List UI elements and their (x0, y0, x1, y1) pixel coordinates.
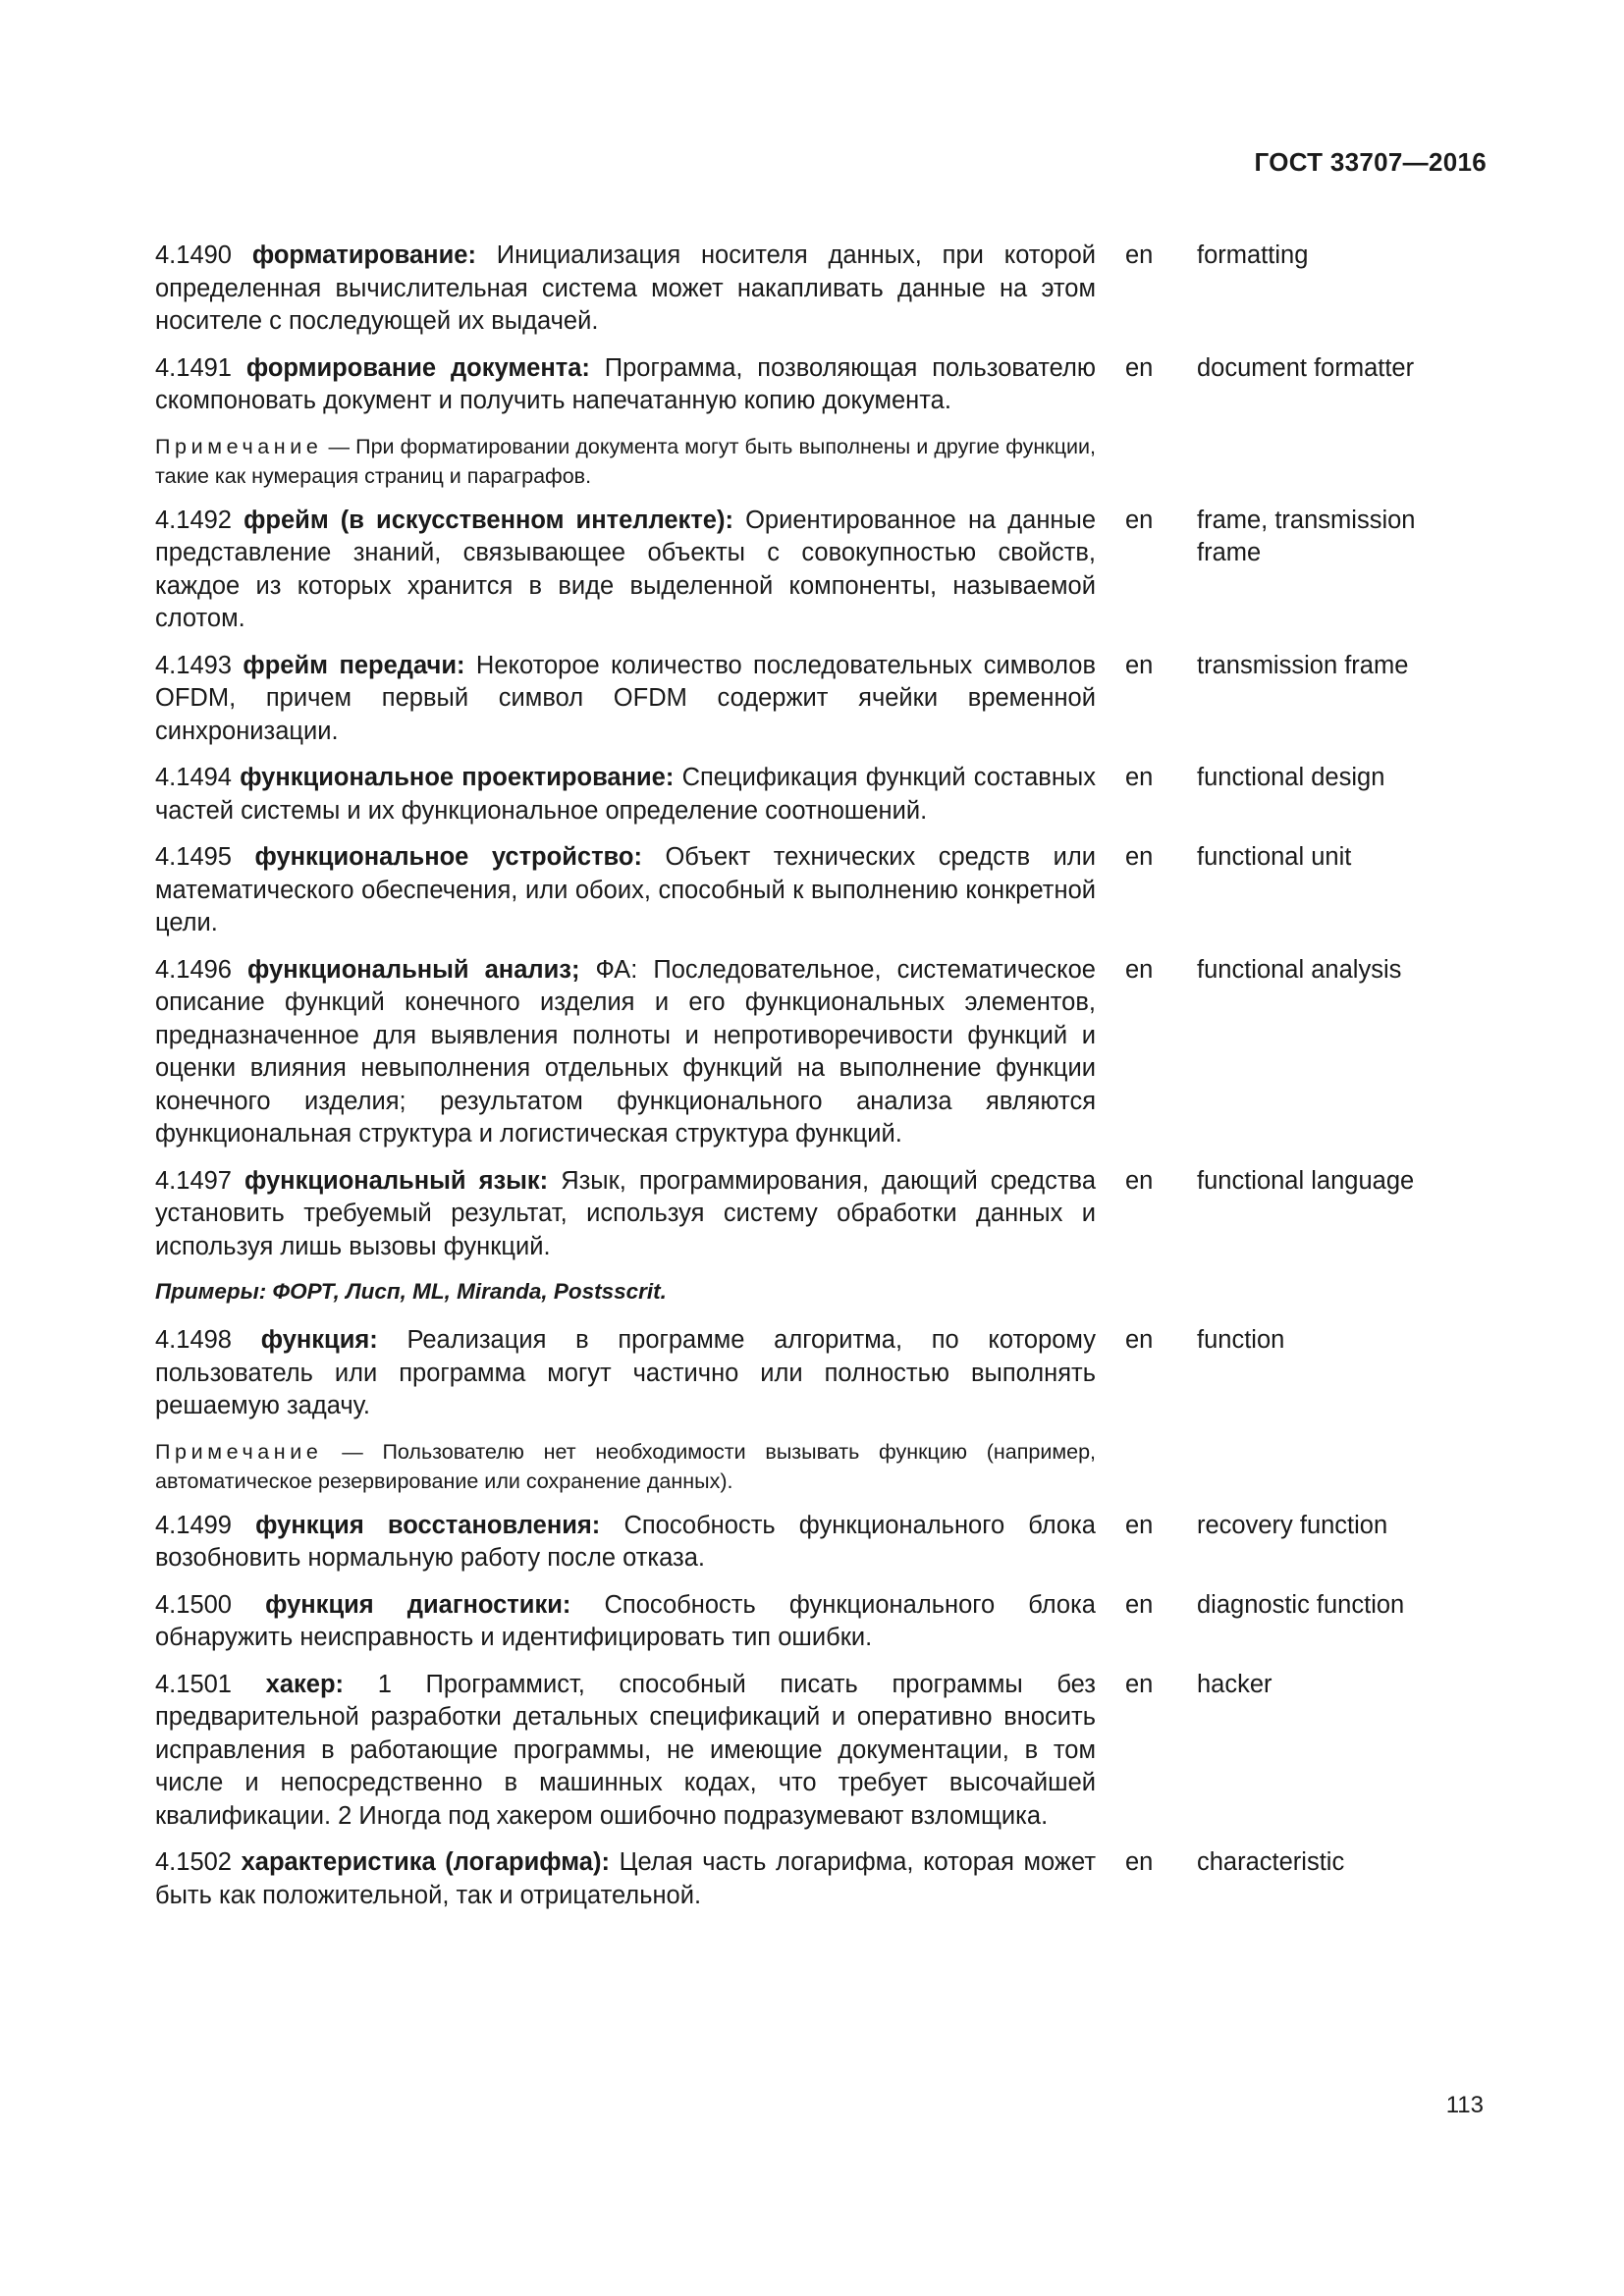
entry-main (155, 240, 1096, 339)
definition-text: Некоторое количество последовательных символов OFDM, причем первый символ OFDM содержит ячейки временной синхронизации. (155, 651, 1096, 745)
term-entry-4-1491 (155, 352, 1490, 491)
term-name: хакер: (265, 1670, 345, 1698)
english-equivalent: hacker (1197, 1670, 1272, 1698)
definition-text: Способность функционального блока обнаружить неисправность и идентифицировать тип ошибки. (155, 1590, 1096, 1651)
term-entry-4-1500 (155, 1589, 1490, 1655)
note-label: Примечание (155, 1439, 323, 1464)
definition (155, 240, 1096, 339)
term-number: 4.1498 (155, 1326, 232, 1354)
note-label: Примечание (155, 434, 323, 458)
definition-text: Ориентированное на данные представление знаний, связывающее объекты с совокупностью свойств, каждое из которых хранится в виде выделенной компоненты, называемой слотом. (155, 506, 1097, 632)
definition (155, 1846, 1096, 1912)
term-entry-4-1496 (155, 954, 1490, 1151)
definition-text: Язык, программирования, дающий средства установить требуемый результат, используя систему обработки данных и используя лишь вызовы функций. (155, 1166, 1096, 1260)
term-entry-4-1498 (155, 1324, 1490, 1496)
english-equivalent: characteristic (1197, 1848, 1345, 1876)
term-name: функциональный анализ; (247, 955, 580, 984)
language-code: en (1125, 1166, 1154, 1195)
definition (155, 505, 1096, 636)
language-code: en (1125, 1848, 1154, 1876)
term-name: фрейм (в искусственном интеллекте): (244, 506, 733, 534)
entry-main (155, 650, 1096, 749)
english-equivalent: frame, transmission frame (1197, 506, 1416, 566)
term-number: 4.1497 (155, 1166, 232, 1195)
definition (155, 352, 1096, 418)
term-name: фрейм передачи: (243, 651, 465, 679)
language-code: en (1125, 506, 1154, 534)
term-entry-4-1495 (155, 841, 1490, 940)
term-entry-4-1497 (155, 1165, 1490, 1264)
term-number: 4.1495 (155, 843, 232, 871)
language-code: en (1125, 651, 1154, 679)
entry-main (155, 352, 1096, 491)
note-text: — При форматировании документа могут быть выполнены и другие функции, такие как нумерация страниц и параграфов. (155, 434, 1097, 488)
term-number: 4.1496 (155, 955, 232, 984)
term-entry-4-1490 (155, 240, 1490, 339)
entry-main (155, 1165, 1096, 1264)
term-number: 4.1491 (155, 353, 232, 382)
definition (155, 1589, 1096, 1655)
term-number: 4.1499 (155, 1511, 232, 1539)
definition (155, 650, 1096, 749)
term-entry-4-1493 (155, 650, 1490, 749)
english-equivalent: functional unit (1197, 843, 1352, 871)
definition-text: Реализация в программе алгоритма, по которому пользователь или программа могут частично или полностью выполнять решаемую задачу. (155, 1326, 1097, 1419)
english-equivalent: formatting (1197, 241, 1309, 269)
language-code: en (1125, 353, 1154, 382)
language-code: en (1125, 843, 1154, 871)
term-entry-4-1492 (155, 505, 1490, 636)
term-entry-4-1501 (155, 1669, 1490, 1834)
entry-main (155, 1510, 1096, 1575)
definition (155, 762, 1096, 828)
entry-main (155, 1324, 1096, 1496)
entry-main (155, 1669, 1096, 1834)
entry-main (155, 1589, 1096, 1655)
term-name: функция диагностики: (265, 1590, 571, 1619)
term-entry-4-1499 (155, 1510, 1490, 1575)
language-code: en (1125, 1326, 1154, 1354)
note (155, 1437, 1096, 1496)
english-equivalent: document formatter (1197, 353, 1415, 382)
term-number: 4.1502 (155, 1848, 232, 1876)
term-name: формирование документа: (245, 353, 590, 382)
term-number: 4.1500 (155, 1590, 232, 1619)
entry-main (155, 505, 1096, 636)
definition (155, 1510, 1096, 1575)
term-number: 4.1492 (155, 506, 232, 534)
english-equivalent: functional design (1197, 764, 1385, 791)
term-name: функция восстановления: (255, 1511, 601, 1539)
term-number: 4.1490 (155, 241, 232, 269)
entry-main (155, 762, 1096, 828)
note (155, 432, 1096, 491)
english-equivalent: functional analysis (1197, 955, 1402, 984)
terms-list (155, 240, 1490, 1926)
note-text: — Пользователю нет необходимости вызывать функцию (например, автоматическое резервирование или сохранение данных). (155, 1439, 1097, 1493)
term-name: функция: (260, 1326, 378, 1354)
term-number: 4.1494 (155, 764, 232, 791)
definition (155, 1165, 1096, 1264)
entry-main (155, 841, 1096, 940)
definition-text: Объект технических средств или математического обеспечения, или обоих, способный к выполнению конкретной цели. (155, 843, 1096, 936)
english-equivalent: diagnostic function (1197, 1590, 1405, 1619)
examples-line: Примеры: ФОРТ, Лисп, ML, Miranda, Postsscrit. (155, 1279, 667, 1304)
language-code: en (1125, 764, 1154, 791)
entry-main (155, 1846, 1096, 1912)
definition (155, 954, 1096, 1151)
term-entry-4-1494 (155, 762, 1490, 828)
term-name: функциональный язык: (244, 1166, 549, 1195)
term-number: 4.1501 (155, 1670, 232, 1698)
term-entry-4-1502 (155, 1846, 1490, 1912)
language-code: en (1125, 1511, 1154, 1539)
page-number: 113 (1445, 2092, 1484, 2118)
term-number: 4.1493 (155, 651, 232, 679)
term-name: функциональное проектирование: (240, 764, 675, 791)
document-code-header: ГОСТ 33707—2016 (1254, 147, 1487, 177)
definition-text: Целая часть логарифма, которая может быть как положительной, так и отрицательной. (155, 1848, 1097, 1909)
term-name: форматирование: (251, 241, 476, 269)
definition (155, 1324, 1096, 1423)
term-name: характеристика (логарифма): (241, 1848, 610, 1876)
language-code: en (1125, 1590, 1154, 1619)
language-code: en (1125, 241, 1154, 269)
english-equivalent: function (1197, 1326, 1285, 1354)
english-equivalent: functional language (1197, 1166, 1415, 1195)
definition-text: Программа, позволяющая пользователю скомпоновать документ и получить напечатанную копию документа. (155, 353, 1096, 414)
definition (155, 841, 1096, 940)
definition (155, 1669, 1096, 1834)
definition-text: ФА: Последовательное, систематическое описание функций конечного изделия и его функциональных элементов, предназначенное для выявления полноты и непротиворечивости функций и оценки влияния невыполнения отдельных функций на выполнение функции конечного изделия; результатом функционального анализа являются функциональная структура и логистическая структура функций. (155, 955, 1096, 1148)
language-code: en (1125, 955, 1154, 984)
english-equivalent: transmission frame (1197, 651, 1409, 679)
definition-text: Способность функционального блока возобновить нормальную работу после отказа. (155, 1511, 1096, 1572)
definition-text: 1 Программист, способный писать программы без предварительной разработки детальных спецификаций и оперативно вносить исправления в работающие программы, не имеющие документации, в том числе и непосредственно в машинных кодах, что требует высочайшей квалификации. 2 Иногда под хакером ошибочно подразумевают взломщика. (155, 1670, 1096, 1830)
english-equivalent: recovery function (1197, 1511, 1388, 1539)
definition-text: Инициализация носителя данных, при которой определенная вычислительная система может накапливать данные на этом носителе с последующей их выдачей. (155, 241, 1096, 335)
definition-text: Спецификация функций составных частей системы и их функциональное определение соотношений. (155, 764, 1097, 825)
term-name: функциональное устройство: (254, 843, 642, 871)
entry-main (155, 954, 1096, 1151)
language-code: en (1125, 1670, 1154, 1698)
